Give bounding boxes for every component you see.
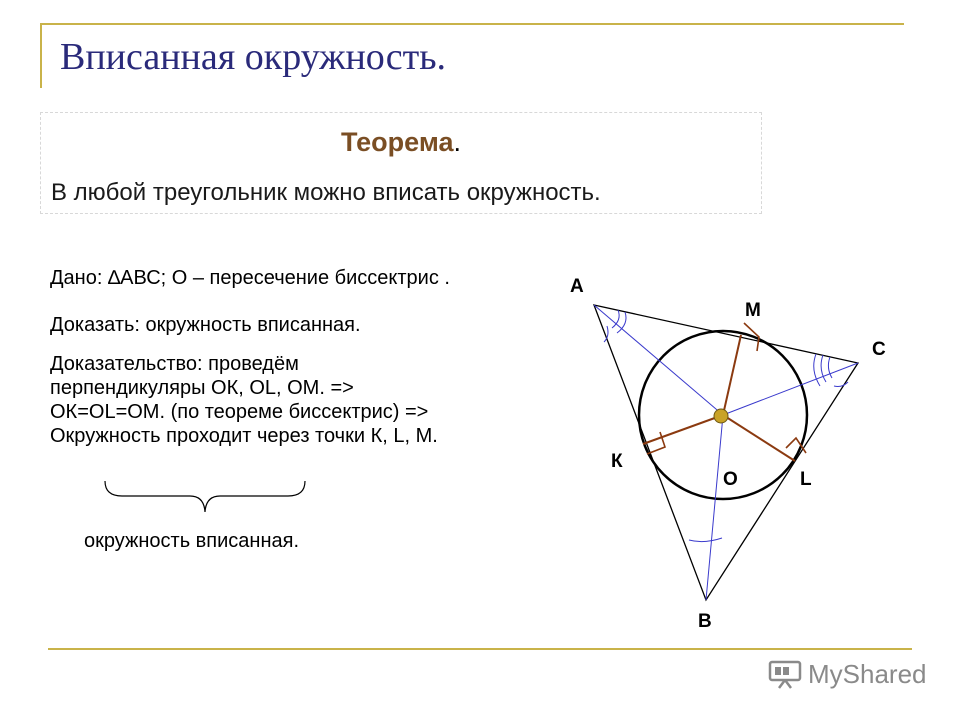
given-text: Дано: ∆АВС; О – пересечение биссектрис . <box>50 267 450 289</box>
label-a: А <box>570 276 584 297</box>
angle-arc-a <box>617 312 626 333</box>
slide-title: Вписанная окружность. <box>60 36 447 78</box>
proof-line: ОК=OL=ОМ. (по теореме биссектрис) => <box>50 401 429 423</box>
label-o: О <box>723 469 738 490</box>
perpendicular-ok <box>643 415 723 444</box>
angle-arc-c <box>828 357 832 378</box>
center-point <box>714 409 728 423</box>
proof-line: Доказательство: проведём <box>50 353 299 375</box>
bisector-c <box>723 363 858 415</box>
triangle-abc <box>594 305 858 600</box>
bisectors <box>594 305 858 600</box>
proof-line: Окружность проходит через точки К, L, М. <box>50 425 438 447</box>
prove-text: Доказать: окружность вписанная. <box>50 314 361 336</box>
angle-arc-c <box>821 355 826 382</box>
projector-icon <box>768 658 802 690</box>
angle-arc-b <box>689 538 722 542</box>
bisector-b <box>706 415 723 600</box>
theorem-title-dot: . <box>453 127 461 157</box>
watermark <box>768 656 927 692</box>
proof-line: перпендикуляры ОК, OL, ОМ. => <box>50 377 354 399</box>
perpendicular-ol <box>723 415 795 461</box>
conclusion-text: окружность вписанная. <box>84 530 300 552</box>
perpendicular-om <box>723 335 741 415</box>
theorem-title-word: Теорема <box>341 127 454 157</box>
label-c: С <box>872 339 886 360</box>
label-k: К <box>611 451 623 472</box>
label-m: М <box>745 300 761 321</box>
label-l: L <box>800 469 812 490</box>
angle-arc-c <box>814 354 820 386</box>
label-b: В <box>698 611 712 632</box>
bottom-rule <box>48 648 912 650</box>
watermark-text: MyShared <box>808 658 927 689</box>
theorem-statement: В любой треугольник можно вписать окружность. <box>51 179 601 206</box>
bisector-a <box>594 305 723 415</box>
